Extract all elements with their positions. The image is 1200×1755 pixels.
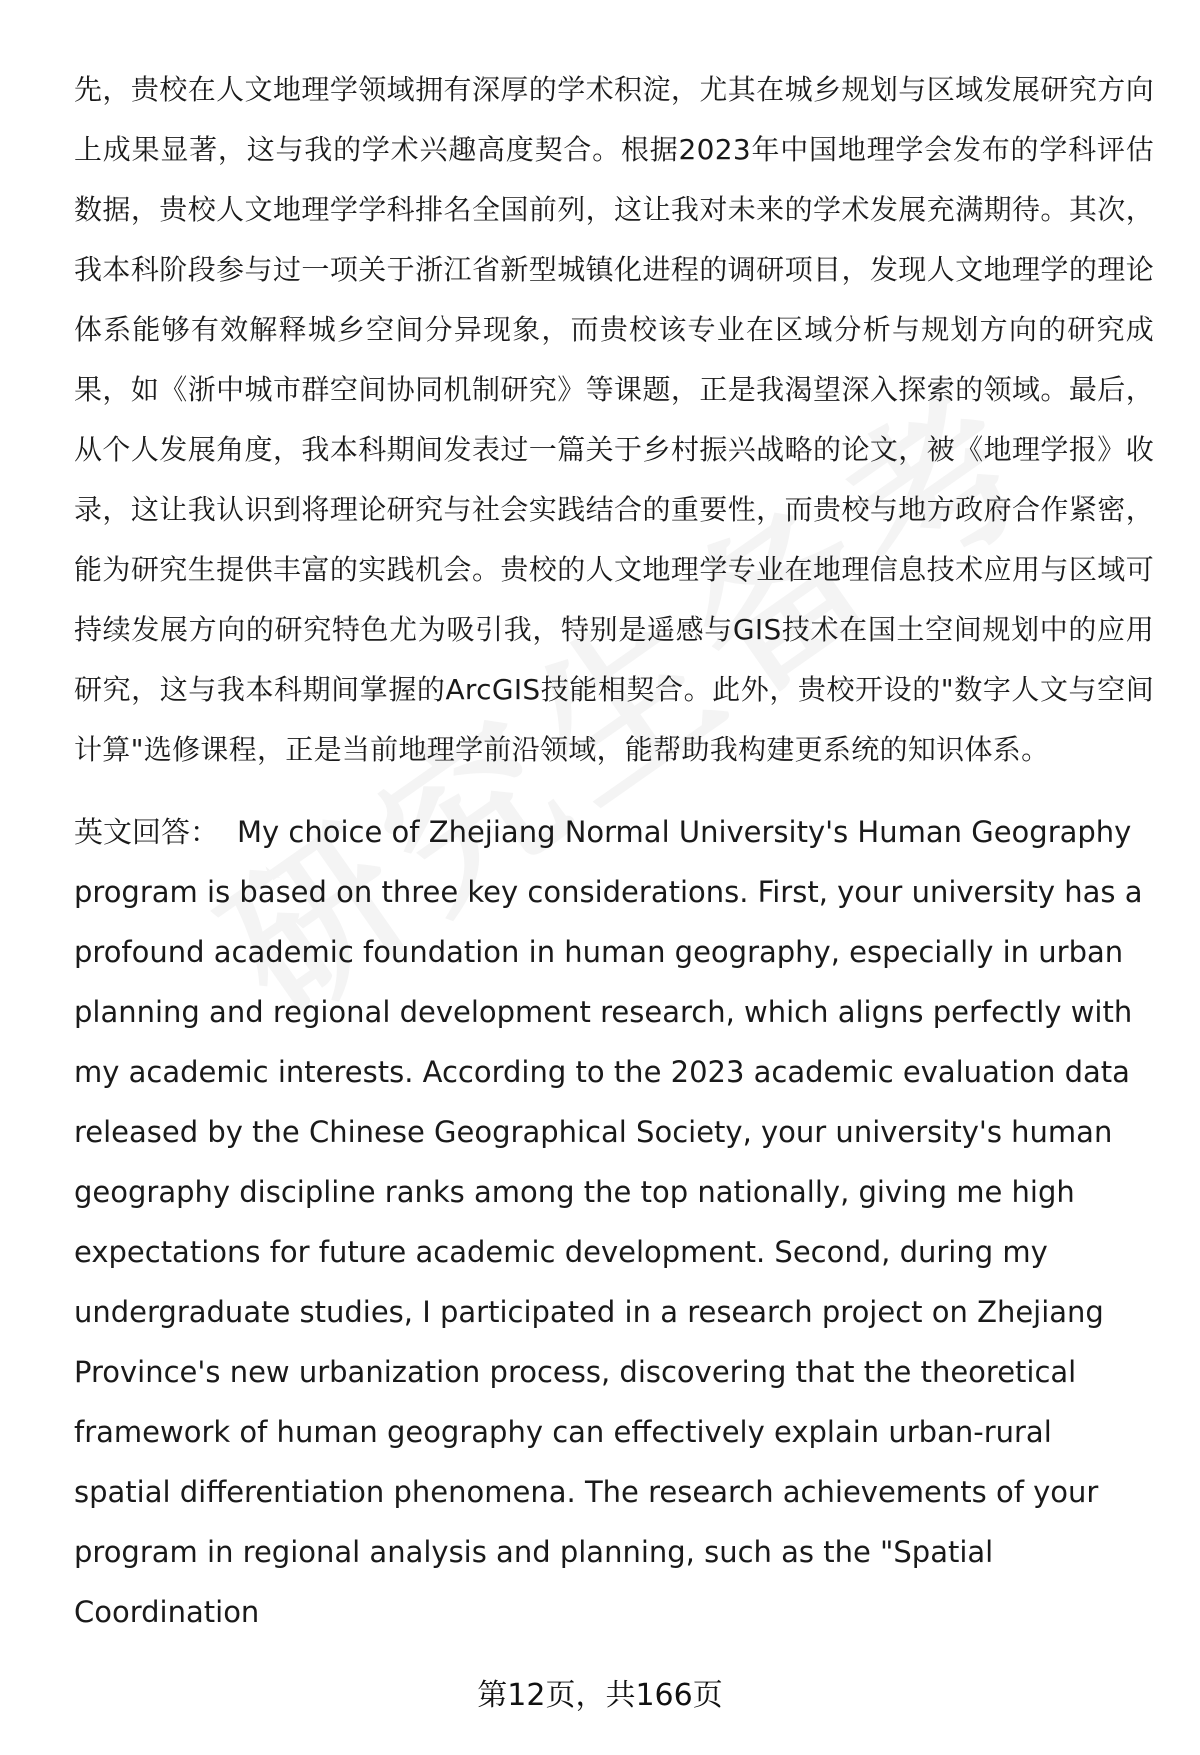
page-number-footer: 第12页，共166页	[477, 1678, 723, 1713]
english-answer-label: 英文回答：	[74, 815, 220, 849]
document-body	[74, 60, 1154, 1642]
english-answer-text: My choice of Zhejiang Normal University's Human Geography program is based on three key considerations. First, your university has a profound academic foundation in human geography, especially in urban planning and regional development research, which aligns perfectly with my academic interests. According to the 2023 academic evaluation data released by the Chinese Geographical Society, your university's human geography discipline ranks among the top nationally, giving me high expectations for future academic development. Second, during my undergraduate studies, I participated in a research project on Zhejiang Province's new urbanization process, discovering that the theoretical framework of human geography can effectively explain urban-rural spatial differentiation phenomena. The research achievements of your program in regional analysis and planning, such as the "Spatial Coordination	[74, 815, 1143, 1629]
chinese-answer-paragraph: 先，贵校在人文地理学领域拥有深厚的学术积淀，尤其在城乡规划与区域发展研究方向上成果显著，这与我的学术兴趣高度契合。根据2023年中国地理学会发布的学科评估数据，贵校人文地理学学科排名全国前列，这让我对未来的学术发展充满期待。其次，我本科阶段参与过一项关于浙江省新型城镇化进程的调研项目，发现人文地理学的理论体系能够有效解释城乡空间分异现象，而贵校该专业在区域分析与规划方向的研究成果，如《浙中城市群空间协同机制研究》等课题，正是我渴望深入探索的领域。最后，从个人发展角度，我本科期间发表过一篇关于乡村振兴战略的论文，被《地理学报》收录，这让我认识到将理论研究与社会实践结合的重要性，而贵校与地方政府合作紧密，能为研究生提供丰富的实践机会。贵校的人文地理学专业在地理信息技术应用与区域可持续发展方向的研究特色尤为吸引我，特别是遥感与GIS技术在国土空间规划中的应用研究，这与我本科期间掌握的ArcGIS技能相契合。此外，贵校开设的"数字人文与空间计算"选修课程，正是当前地理学前沿领域，能帮助我构建更系统的知识体系。	[74, 73, 1154, 766]
english-answer-paragraph	[74, 802, 1154, 1642]
